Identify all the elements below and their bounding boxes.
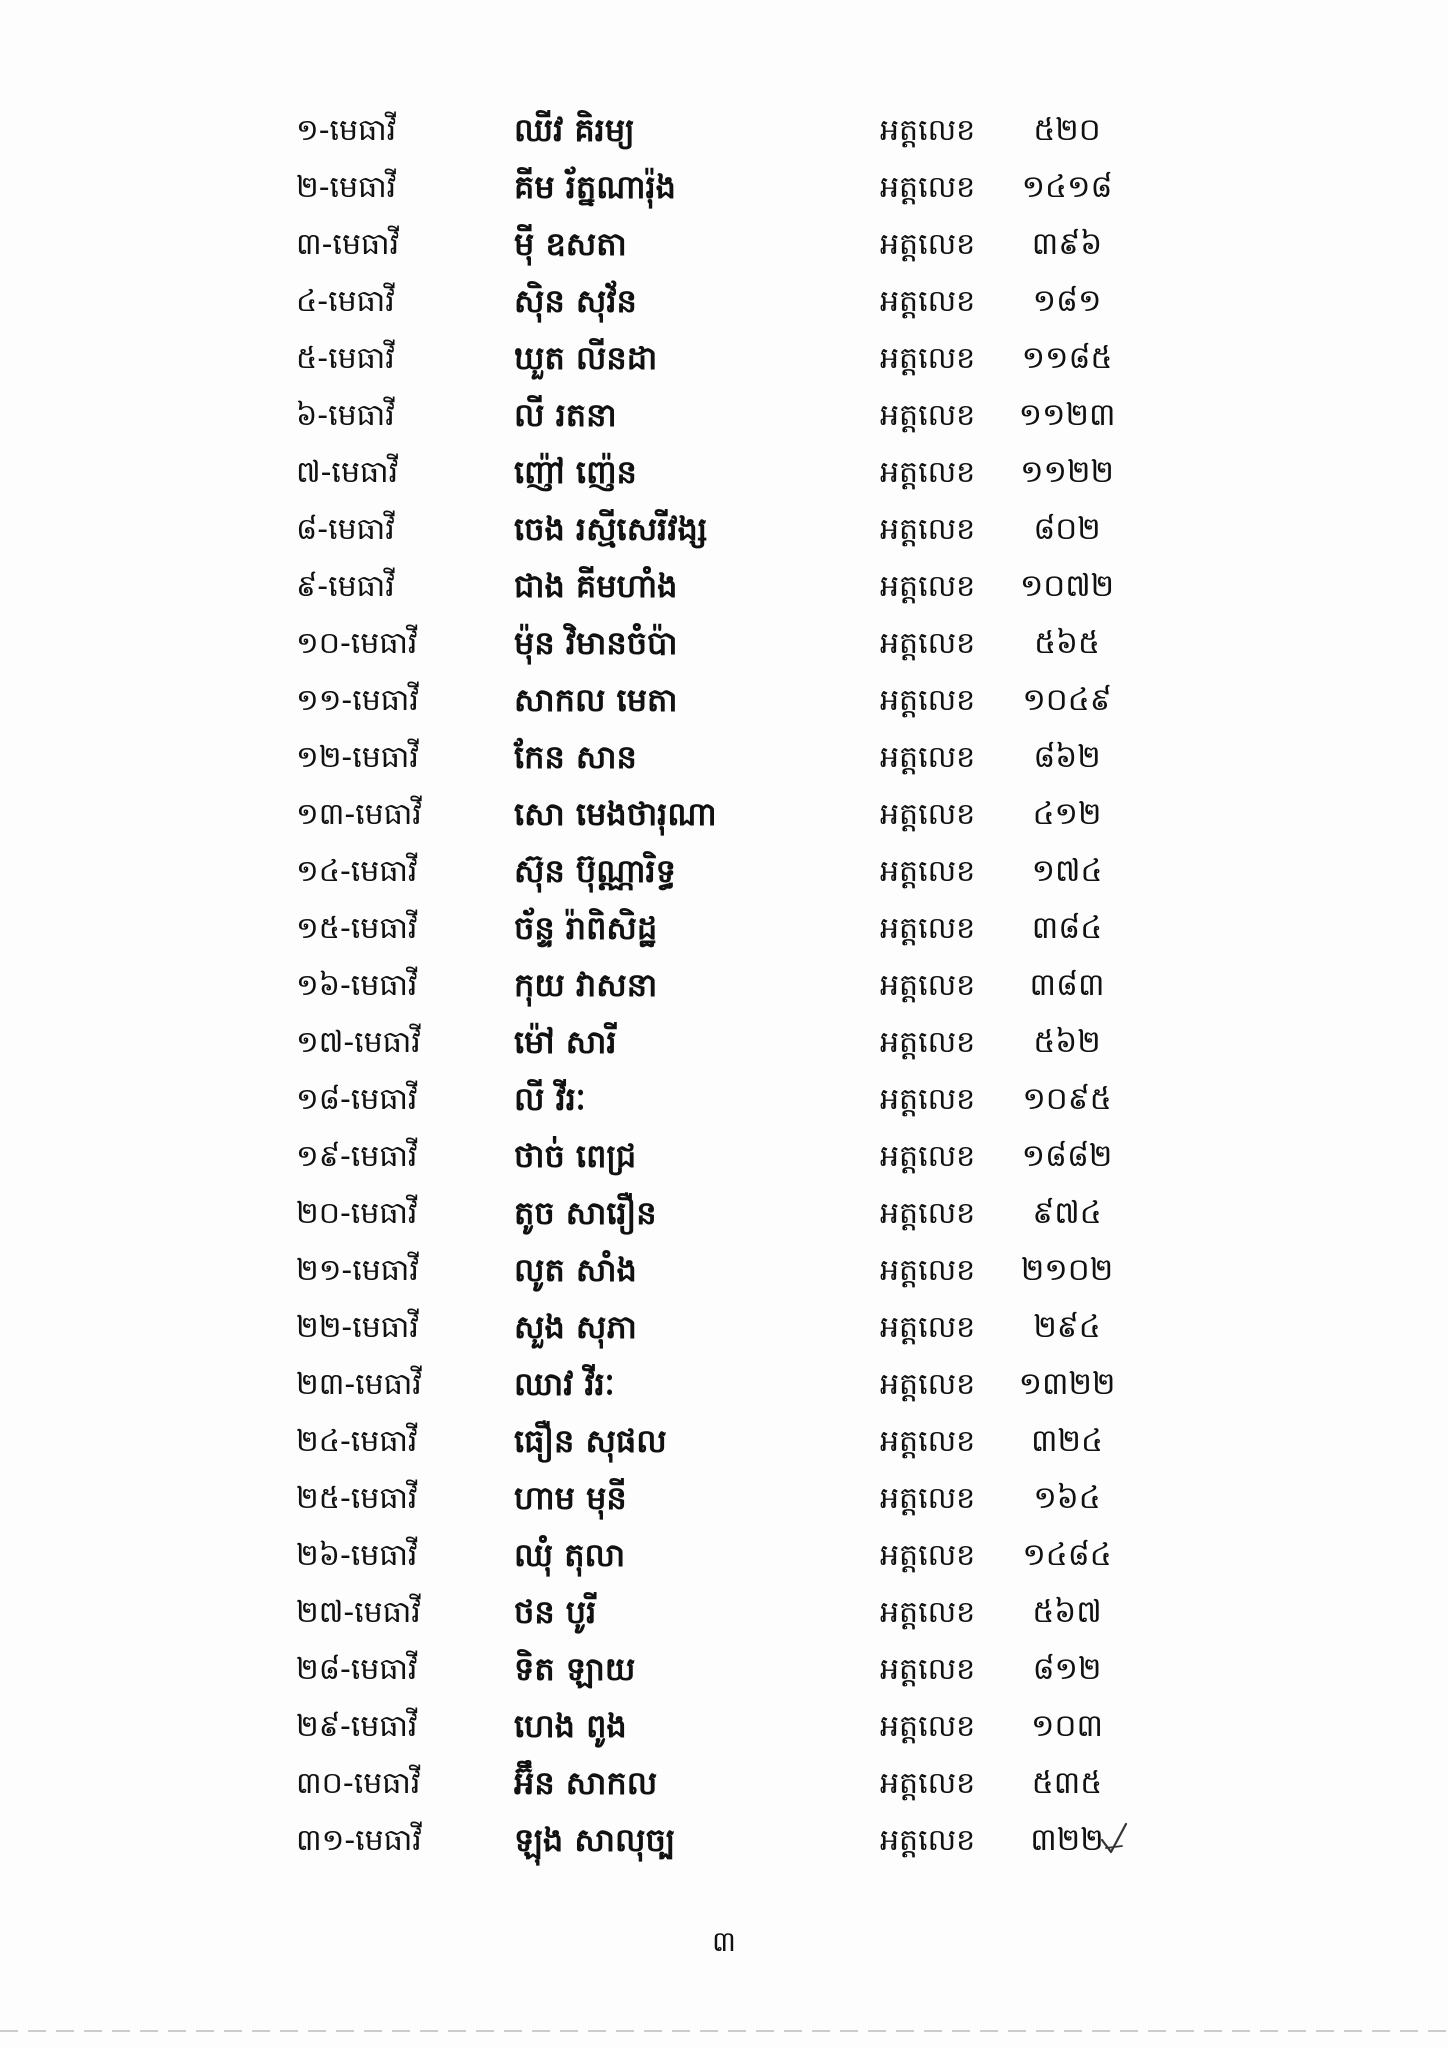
id-label: អត្តលេខ xyxy=(880,1766,976,1801)
lawyer-name: ថាច់ ពេជ្រ xyxy=(514,1137,637,1175)
lawyer-name: ញ៉ៅ ញ៉េន xyxy=(514,453,637,491)
id-number: ៥៦៧ xyxy=(1032,1594,1102,1630)
id-number: ១០៤៩ xyxy=(1022,682,1112,718)
row-index: ៩-មេធាវី xyxy=(296,569,395,604)
id-label: អត្តលេខ xyxy=(880,113,976,148)
row-index: ១២-មេធាវី xyxy=(296,740,419,775)
id-label: អត្តលេខ xyxy=(880,569,976,604)
lawyer-name: កុយ វាសនា xyxy=(514,966,658,1004)
id-number: ១១២៣ xyxy=(1018,397,1116,433)
id-number: ៣២៤ xyxy=(1031,1423,1103,1459)
lawyer-name: ឈីវ គិរម្យ xyxy=(514,111,635,149)
lawyer-name: ចេង រស្មីសេរីវង្ស xyxy=(514,510,708,548)
id-number: ១១២២ xyxy=(1020,454,1114,490)
id-label: អត្តលេខ xyxy=(880,968,976,1003)
id-label: អត្តលេខ xyxy=(880,1652,976,1687)
id-label: អត្តលេខ xyxy=(880,740,976,775)
row-index: ១៦-មេធាវី xyxy=(296,968,418,1003)
list-item xyxy=(0,102,1448,159)
id-number: ១៨៨២ xyxy=(1021,1138,1113,1174)
list-item xyxy=(0,786,1448,843)
id-number: ៨១២ xyxy=(1032,1651,1102,1687)
row-index: ៧-មេធាវី xyxy=(296,455,399,490)
id-label: អត្តលេខ xyxy=(880,1367,976,1402)
list-item xyxy=(0,1470,1448,1527)
lawyer-name: តូច សារឿន xyxy=(514,1194,657,1232)
list-item xyxy=(0,1755,1448,1812)
list-item xyxy=(0,672,1448,729)
id-number: ១៤៨៤ xyxy=(1022,1537,1112,1573)
list-item xyxy=(0,558,1448,615)
id-label: អត្តលេខ xyxy=(880,170,976,205)
id-number: ១៣២២ xyxy=(1018,1366,1116,1402)
id-number: ១៤១៨ xyxy=(1021,169,1113,205)
row-index: ១៤-មេធាវី xyxy=(296,854,418,889)
id-label: អត្តលេខ xyxy=(880,1481,976,1516)
row-index: ៣១-មេធាវី xyxy=(296,1823,422,1858)
list-item xyxy=(0,1584,1448,1641)
row-index: ១៥-មេធាវី xyxy=(296,911,418,946)
check-mark-icon xyxy=(1096,1818,1132,1858)
id-label: អត្តលេខ xyxy=(880,911,976,946)
list-item xyxy=(0,1356,1448,1413)
id-label: អត្តលេខ xyxy=(880,341,976,376)
lawyer-name: ឈុំ តុលា xyxy=(514,1536,626,1574)
id-number: ១០៩៥ xyxy=(1022,1081,1112,1117)
id-label: អត្តលេខ xyxy=(880,1709,976,1744)
id-number: ៣៨៤ xyxy=(1031,910,1103,946)
row-index: ១-មេធាវី xyxy=(296,113,397,148)
list-item xyxy=(0,501,1448,558)
id-label: អត្តលេខ xyxy=(880,1595,976,1630)
id-label: អត្តលេខ xyxy=(880,227,976,262)
row-index: ៥-មេធាវី xyxy=(296,341,395,376)
lawyer-name: ឈាវ វីរៈ xyxy=(514,1365,615,1403)
list-item xyxy=(0,1413,1448,1470)
lawyer-name: ជាង គីមហាំង xyxy=(514,567,678,605)
list-item xyxy=(0,1812,1448,1869)
lawyer-name: ធឿន សុផល xyxy=(514,1422,667,1460)
list-item xyxy=(0,444,1448,501)
lawyer-name: ហាម មុនី xyxy=(514,1479,627,1517)
list-item xyxy=(0,1185,1448,1242)
id-number: ១៧៤ xyxy=(1031,853,1103,889)
id-number: ៥៦៥ xyxy=(1034,625,1100,661)
lawyer-name: ស៊ុន ប៊ុណ្ណារិទ្ធ xyxy=(514,852,676,890)
row-index: ២៦-មេធាវី xyxy=(296,1538,418,1573)
lawyer-name: ហេង ពូង xyxy=(514,1707,627,1745)
list-item xyxy=(0,1128,1448,1185)
id-label: អត្តលេខ xyxy=(880,284,976,319)
id-number: ៨០២ xyxy=(1033,511,1101,547)
id-label: អត្តលេខ xyxy=(880,1823,976,1858)
id-number: ១៦៤ xyxy=(1033,1480,1101,1516)
lawyer-name: លូត សាំង xyxy=(514,1251,637,1289)
lawyer-name: សាកល មេតា xyxy=(514,681,678,719)
lawyer-name: ស៊ិន សុវ័ន xyxy=(514,282,637,320)
list-item xyxy=(0,387,1448,444)
id-label: អត្តលេខ xyxy=(880,398,976,433)
id-label: អត្តលេខ xyxy=(880,854,976,889)
list-item xyxy=(0,159,1448,216)
row-index: ២០-មេធាវី xyxy=(296,1196,418,1231)
row-index: ២៩-មេធាវី xyxy=(296,1709,418,1744)
id-number: ២៩៤ xyxy=(1033,1309,1101,1345)
id-label: អត្តលេខ xyxy=(880,455,976,490)
row-index: ១៣-មេធាវី xyxy=(296,797,422,832)
lawyer-name: ម៉ី ឧសតា xyxy=(514,225,627,263)
id-number: ២១០២ xyxy=(1020,1252,1114,1288)
id-label: អត្តលេខ xyxy=(880,1424,976,1459)
list-item xyxy=(0,1071,1448,1128)
list-item xyxy=(0,900,1448,957)
id-label: អត្តលេខ xyxy=(880,683,976,718)
id-label: អត្តលេខ xyxy=(880,1196,976,1231)
list-item xyxy=(0,216,1448,273)
lawyer-name: លី រតនា xyxy=(514,396,617,434)
id-number: ៨៦២ xyxy=(1033,739,1101,775)
row-index: ២៣-មេធាវី xyxy=(296,1367,422,1402)
id-number: ៣៨៣ xyxy=(1029,967,1105,1003)
list-item xyxy=(0,273,1448,330)
scan-edge-divider xyxy=(0,2030,1448,2032)
list-item xyxy=(0,1299,1448,1356)
list-item xyxy=(0,1641,1448,1698)
list-item xyxy=(0,957,1448,1014)
id-number: ១១៨៥ xyxy=(1021,340,1113,376)
row-index: ២២-មេធាវី xyxy=(296,1310,419,1345)
id-number: ៤១២ xyxy=(1032,796,1102,832)
id-number: ៥២០ xyxy=(1033,112,1101,148)
row-index: ៣០-មេធាវី xyxy=(296,1766,421,1801)
list-item xyxy=(0,330,1448,387)
row-index: ១០-មេធាវី xyxy=(296,626,418,661)
lawyer-name: ឃួត លីនដា xyxy=(514,339,658,377)
id-number: ៩៧៤ xyxy=(1032,1195,1102,1231)
lawyer-name: សួង សុភា xyxy=(514,1308,637,1346)
lawyer-name: ម៉ុន វិមានចំប៉ា xyxy=(514,624,678,662)
lawyer-name: គីម រ័ត្នណារ៉ុង xyxy=(514,168,676,206)
row-index: ១១-មេធាវី xyxy=(296,683,419,718)
lawyer-name: ទិត ឡាយ xyxy=(514,1650,636,1688)
row-index: ១៩-មេធាវី xyxy=(296,1139,418,1174)
id-label: អត្តលេខ xyxy=(880,1139,976,1174)
id-label: អត្តលេខ xyxy=(880,626,976,661)
row-index: ២៥-មេធាវី xyxy=(296,1481,418,1516)
row-index: ១៨-មេធាវី xyxy=(296,1082,418,1117)
page-number: ៣ xyxy=(712,1925,736,1958)
list-item xyxy=(0,1242,1448,1299)
list-item xyxy=(0,1698,1448,1755)
lawyer-name: អ៊ឹន សាកល xyxy=(514,1764,658,1802)
list-item xyxy=(0,729,1448,786)
id-label: អត្តលេខ xyxy=(880,1253,976,1288)
id-label: អត្តលេខ xyxy=(880,797,976,832)
lawyer-name: ម៉ៅ សារី xyxy=(514,1023,617,1061)
lawyer-name: លី វីរៈ xyxy=(514,1080,586,1118)
list-item xyxy=(0,843,1448,900)
row-index: ២៤-មេធាវី xyxy=(296,1424,418,1459)
id-label: អត្តលេខ xyxy=(880,1538,976,1573)
row-index: ២-មេធាវី xyxy=(296,170,397,205)
lawyer-name: ច័ន្ទ រ៉ាពិសិដ្ឋ xyxy=(514,909,658,947)
row-index: ៤-មេធាវី xyxy=(296,284,395,319)
id-number: ៥៣៥ xyxy=(1031,1765,1103,1801)
id-number: ៣៩៦ xyxy=(1031,226,1103,262)
lawyer-name: កែន សាន xyxy=(514,738,637,776)
id-label: អត្តលេខ xyxy=(880,1025,976,1060)
list-item xyxy=(0,615,1448,672)
lawyer-list xyxy=(0,102,1448,1869)
id-number: ៥៦២ xyxy=(1033,1024,1101,1060)
lawyer-name: ថន បូរី xyxy=(514,1593,597,1631)
row-index: ១៧-មេធាវី xyxy=(296,1025,421,1060)
row-index: ២៧-មេធាវី xyxy=(296,1595,421,1630)
list-item xyxy=(0,1527,1448,1584)
row-index: ២១-មេធាវី xyxy=(296,1253,419,1288)
id-number: ១០៣ xyxy=(1031,1708,1103,1744)
id-label: អត្តលេខ xyxy=(880,1310,976,1345)
lawyer-name: សោ មេងថារុណា xyxy=(514,795,717,833)
id-number: ១៨១ xyxy=(1032,283,1102,319)
row-index: ៣-មេធាវី xyxy=(296,227,400,262)
id-label: អត្តលេខ xyxy=(880,1082,976,1117)
row-index: ៨-មេធាវី xyxy=(296,512,395,547)
id-number: ៣២២ xyxy=(1030,1822,1104,1858)
row-index: ៦-មេធាវី xyxy=(296,398,395,433)
id-label: អត្តលេខ xyxy=(880,512,976,547)
lawyer-name: ឡុង សាលុច្ប xyxy=(514,1821,676,1859)
row-index: ២៨-មេធាវី xyxy=(296,1652,418,1687)
list-item xyxy=(0,1014,1448,1071)
id-number: ១០៧២ xyxy=(1019,568,1115,604)
